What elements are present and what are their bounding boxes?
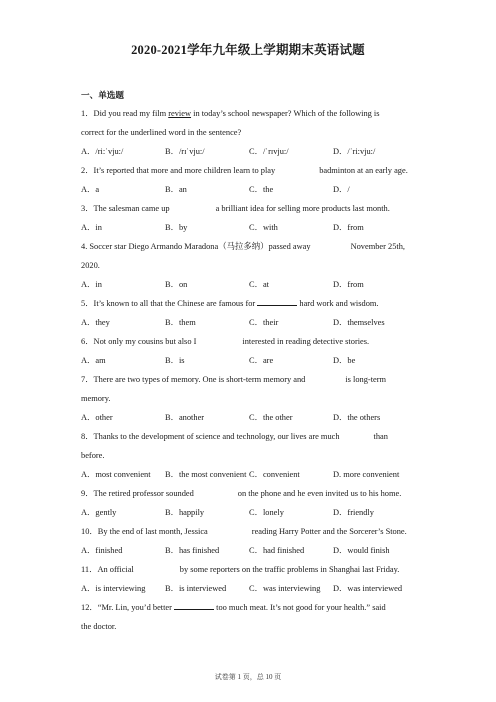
option-a[interactable]: A．they [81, 318, 110, 327]
option-c[interactable]: C．their [249, 318, 279, 327]
question-text: 5．It’s known to all that the Chinese are famous for [81, 299, 256, 308]
option-a[interactable]: A．a [81, 185, 100, 194]
question-text: November 25th, [350, 242, 405, 251]
question-text: on the phone and he even invited us to his home. [237, 489, 402, 498]
option-a[interactable]: A．is interviewing [81, 584, 146, 593]
question-8-line2: before. [81, 451, 105, 460]
option-d[interactable]: D．be [333, 356, 356, 365]
answer-blank [275, 172, 319, 173]
option-c[interactable]: C．the [249, 185, 274, 194]
option-d[interactable]: D．/ˈri:vju:/ [333, 147, 376, 156]
option-c[interactable]: C．was interviewing [249, 584, 321, 593]
option-c[interactable]: C．/ˈrɪvju:/ [249, 147, 289, 156]
answer-blank [196, 343, 242, 344]
question-text: hard work and wisdom. [299, 299, 379, 308]
option-c[interactable]: C．at [249, 280, 270, 289]
question-7 [81, 370, 417, 389]
option-d[interactable]: D．from [333, 280, 364, 289]
page-title: 2020-2021学年九年级上学期期末英语试题 [131, 43, 365, 57]
option-a[interactable]: A．am [81, 356, 106, 365]
options-q11 [81, 579, 417, 598]
question-1-line2: correct for the underlined word in the sentence? [81, 128, 242, 137]
option-c[interactable]: C．are [249, 356, 274, 365]
options-q10 [81, 541, 417, 560]
option-d[interactable]: D．the others [333, 413, 381, 422]
question-text: 8．Thanks to the development of science and technology, our lives are much [81, 432, 340, 441]
question-text: reading Harry Potter and the Sorcerer’s Stone. [251, 527, 407, 536]
question-list [81, 104, 417, 636]
option-d[interactable]: D．themselves [333, 318, 385, 327]
answer-blank [170, 210, 216, 211]
answer-blank [311, 248, 351, 249]
question-text: 3．The salesman came up [81, 204, 170, 213]
options-q3 [81, 218, 417, 237]
question-8 [81, 427, 417, 446]
option-b[interactable]: B．them [165, 318, 196, 327]
option-c[interactable]: C．convenient [249, 470, 300, 479]
question-text: 6．Not only my cousins but also I [81, 337, 197, 346]
option-d[interactable]: D．was interviewed [333, 584, 403, 593]
page-footer: 试卷第 1 页，总 10 页 [214, 673, 282, 681]
question-text: 2．It’s reported that more and more children learn to play [81, 166, 276, 175]
options-q8 [81, 465, 417, 484]
question-text: a brilliant idea for selling more products last month. [215, 204, 390, 213]
question-text: is long-term [345, 375, 387, 384]
answer-blank [174, 601, 214, 610]
options-q9 [81, 503, 417, 522]
option-c[interactable]: C．the other [249, 413, 293, 422]
answer-blank [194, 495, 238, 496]
option-a[interactable]: A．in [81, 223, 102, 232]
option-b[interactable]: B．by [165, 223, 188, 232]
underlined-word: review [168, 109, 192, 118]
option-d[interactable]: D. more convenient [333, 470, 400, 479]
option-d[interactable]: D．would finish [333, 546, 390, 555]
options-q2 [81, 180, 417, 199]
section-heading: 一、单选题 [81, 90, 124, 100]
question-text: badminton at an early age. [319, 166, 408, 175]
options-q5 [81, 313, 417, 332]
question-text: 12．“Mr. Lin, you’d better [81, 603, 172, 612]
option-b[interactable]: B．the most convenient [165, 470, 247, 479]
question-6 [81, 332, 417, 351]
question-text: interested in reading detective stories. [242, 337, 370, 346]
question-10 [81, 522, 417, 541]
question-text: 10．By the end of last month, Jessica [81, 527, 208, 536]
option-a[interactable]: A．/ri:ˈvju:/ [81, 147, 124, 156]
question-text: 4. Soccer star Diego Armando Maradona（马拉多纳）passed away [81, 242, 311, 251]
option-c[interactable]: C．had finished [249, 546, 305, 555]
answer-blank [134, 571, 180, 572]
question-1 [81, 104, 417, 123]
question-text: 11．An official [81, 565, 134, 574]
option-a[interactable]: A．in [81, 280, 102, 289]
option-b[interactable]: B．is interviewed [165, 584, 227, 593]
answer-blank [208, 533, 252, 534]
question-7-line2: memory. [81, 394, 111, 403]
option-d[interactable]: D．/ [333, 185, 350, 194]
question-12-line2: the doctor. [81, 622, 117, 631]
option-a[interactable]: A．most convenient [81, 470, 151, 479]
question-4 [81, 237, 417, 256]
option-c[interactable]: C．lonely [249, 508, 284, 517]
options-q7 [81, 408, 417, 427]
option-b[interactable]: B．another [165, 413, 205, 422]
options-q1 [81, 142, 417, 161]
option-d[interactable]: D．from [333, 223, 364, 232]
question-text: 1．Did you read my film [81, 109, 169, 118]
option-b[interactable]: B．/rɪˈvju:/ [165, 147, 205, 156]
question-text: 7．There are two types of memory. One is short-term memory and [81, 375, 306, 384]
question-11 [81, 560, 417, 579]
option-a[interactable]: A．finished [81, 546, 123, 555]
question-12 [81, 598, 417, 617]
question-text: too much meat. It’s not good for your health.” said [216, 603, 386, 612]
option-b[interactable]: B．happily [165, 508, 205, 517]
question-5 [81, 294, 417, 313]
question-text: than [373, 432, 388, 441]
option-b[interactable]: B．has finished [165, 546, 220, 555]
answer-blank [257, 297, 297, 306]
answer-blank [340, 438, 374, 439]
answer-blank [305, 381, 345, 382]
options-q6 [81, 351, 417, 370]
question-3 [81, 199, 417, 218]
option-b[interactable]: B．on [165, 280, 188, 289]
option-c[interactable]: C．with [249, 223, 278, 232]
question-9 [81, 484, 417, 503]
question-4-line2: 2020. [81, 261, 100, 270]
question-2 [81, 161, 417, 180]
question-text: in today’s school newspaper? Which of the following is [191, 109, 380, 118]
option-b[interactable]: B．is [165, 356, 185, 365]
option-d[interactable]: D．friendly [333, 508, 374, 517]
question-text: by some reporters on the traffic problems in Shanghai last Friday. [179, 565, 400, 574]
option-a[interactable]: A．other [81, 413, 113, 422]
question-text: 9．The retired professor sounded [81, 489, 194, 498]
option-a[interactable]: A．gently [81, 508, 117, 517]
options-q4 [81, 275, 417, 294]
option-b[interactable]: B．an [165, 185, 187, 194]
